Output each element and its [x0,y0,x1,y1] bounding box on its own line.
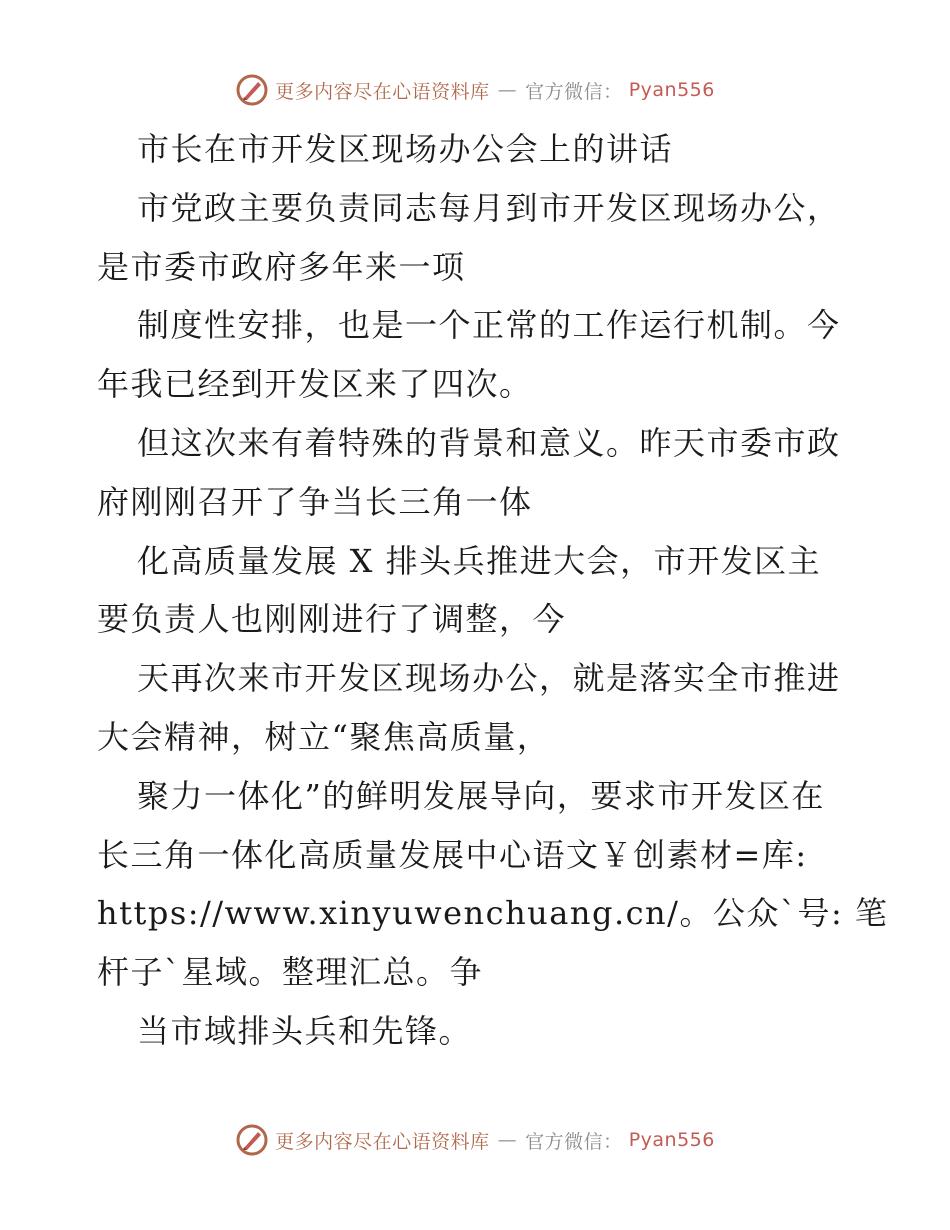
banner-separator: — [497,79,518,101]
banner-separator: — [497,1129,518,1151]
document-line: 市长在市开发区现场办公会上的讲话 [137,130,674,168]
document-line: 要负责人也刚刚进行了调整，今 [97,600,567,639]
document-line: 年我已经到开发区来了四次。 [97,365,533,404]
banner-wechat-label: 官方微信： [525,80,623,103]
quill-seal-icon [235,1123,269,1157]
document-line: 市党政主要负责同志每月到市开发区现场办公， [137,188,841,227]
document-line: 大会精神，树立“聚焦高质量， [97,717,551,756]
document-line: 化高质量发展 X 排头兵推进大会，市开发区主 [137,541,822,580]
banner-wechat-id: Pyan556 [628,79,715,101]
document-line: 杆子`星域。整理汇总。争 [97,953,484,992]
document-line: https://www.xinyuwenchuang.cn/。公众`号: 笔 [97,894,889,933]
banner-main-text: 更多内容尽在心语资料库 [275,1130,490,1153]
document-line: 府刚刚召开了争当长三角一体 [97,482,533,521]
header-banner [0,70,950,110]
document-line: 但这次来有着特殊的背景和意义。昨天市委市政 [137,423,841,462]
document-line: 聚力一体化”的鲜明发展导向，要求市开发区在 [137,776,825,815]
document-line: 长三角一体化高质量发展中心语文￥创素材=库: [97,835,808,874]
document-body [97,120,889,1061]
quill-seal-icon [235,73,269,107]
document-line: 是市委市政府多年来一项 [97,247,466,286]
footer-banner [0,1120,950,1160]
banner-wechat-label: 官方微信： [525,1130,623,1153]
banner-wechat-id: Pyan556 [628,1129,715,1151]
banner-main-text: 更多内容尽在心语资料库 [275,80,490,103]
document-line: 制度性安排，也是一个正常的工作运行机制。今 [137,306,841,345]
document-line: 当市域排头兵和先锋。 [137,1011,473,1050]
document-line: 天再次来市开发区现场办公，就是落实全市推进 [137,659,841,698]
